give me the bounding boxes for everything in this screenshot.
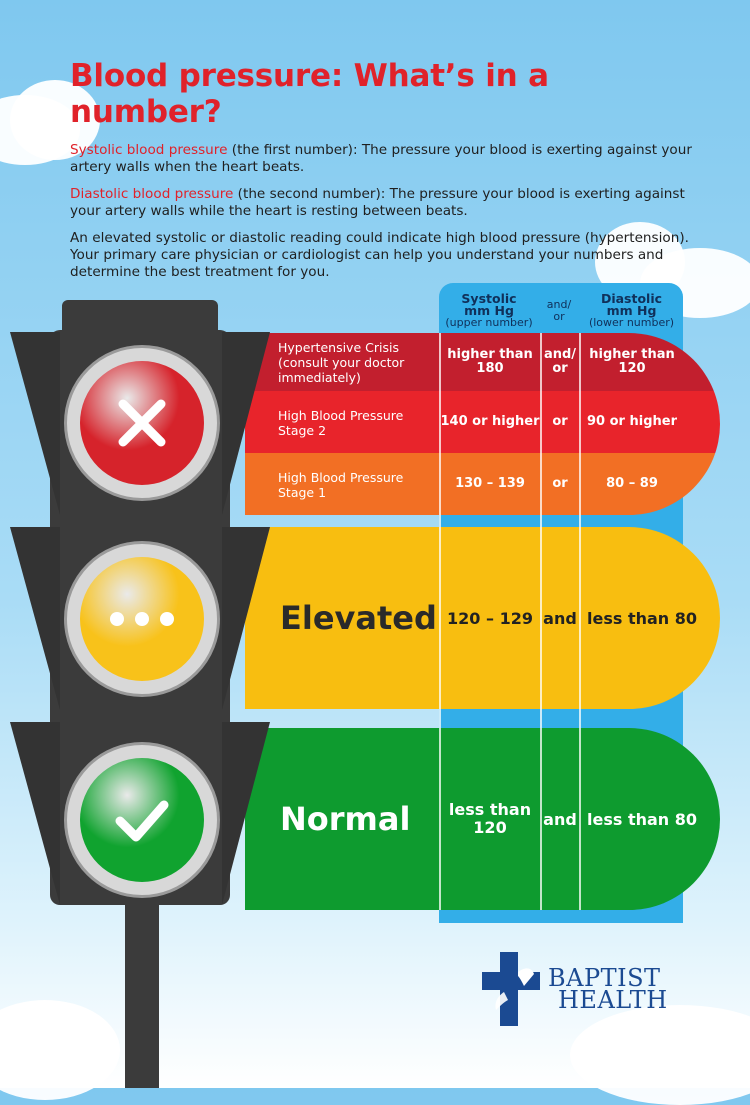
stage2-join: or [552, 414, 568, 429]
crisis-diastolic: higher than 120 [589, 347, 675, 376]
diastolic-header-title: Diastolic [600, 291, 663, 306]
systolic-definition [70, 142, 710, 176]
diastolic-text: (the second number): The pressure your blood is exerting against your artery walls while the heart is resting between beats. [70, 186, 685, 219]
normal-systolic: less than 120 [448, 800, 532, 837]
diastolic-term: Diastolic blood pressure [70, 186, 234, 202]
systolic-term: Systolic blood pressure [70, 142, 228, 158]
cross-logo-icon [478, 948, 544, 1030]
hypertension-note [70, 230, 710, 281]
ellipsis-icon [107, 609, 177, 629]
stage1-label: High Blood Pressure Stage 1 [278, 470, 404, 500]
logo-line2: HEALTH [558, 986, 668, 1014]
elevated-label: Elevated [280, 598, 437, 637]
normal-label: Normal [280, 799, 411, 838]
stage2-systolic: 140 or higher [440, 414, 540, 429]
systolic-header-unit: mm Hg [464, 303, 514, 318]
elevated-systolic: 120 – 129 [447, 608, 533, 628]
elevated-diastolic: less than 80 [586, 608, 697, 628]
diastolic-header [580, 290, 683, 332]
red-light [80, 361, 204, 485]
stage1-diastolic: 80 – 89 [606, 476, 658, 491]
stage1-systolic: 130 – 139 [455, 476, 525, 491]
cloud [0, 1000, 120, 1100]
crisis-systolic: higher than 180 [447, 347, 533, 376]
x-icon [115, 396, 169, 450]
normal-diastolic: less than 80 [586, 809, 697, 829]
page-title: Blood pressure: What’s in a number? [70, 58, 549, 130]
elevated-join: and [543, 608, 577, 628]
logo-line1: BAPTIST [548, 964, 661, 992]
crisis-label: Hypertensive Crisis (consult your doctor immediately) [278, 339, 405, 385]
stage1-join: or [552, 476, 568, 491]
diastolic-definition [70, 186, 710, 220]
stage2-label: High Blood Pressure Stage 2 [278, 408, 404, 438]
systolic-header-title: Systolic [461, 291, 517, 306]
systolic-text: (the first number): The pressure your blood is exerting against your artery walls when the heart beats. [70, 142, 692, 175]
yellow-light [80, 557, 204, 681]
hypertension-note-text: An elevated systolic or diastolic reading could indicate high blood pressure (hypertension). Your primary care physician or cardiologist can help you understand your numbers and determine the best treatment for you. [70, 230, 689, 280]
baptist-health-logo [478, 948, 668, 1030]
join-header: and/ or [546, 298, 572, 323]
normal-join: and [543, 809, 577, 829]
diastolic-header-note: (lower number) [588, 316, 675, 329]
checkmark-icon [112, 795, 172, 845]
systolic-header-note: (upper number) [445, 316, 533, 329]
green-light [80, 758, 204, 882]
header [70, 58, 710, 291]
stage2-diastolic: 90 or higher [587, 414, 677, 429]
traffic-light-pole [125, 900, 159, 1088]
crisis-join: and/ or [543, 347, 577, 376]
diastolic-header-unit: mm Hg [606, 303, 657, 318]
systolic-header [440, 290, 538, 332]
